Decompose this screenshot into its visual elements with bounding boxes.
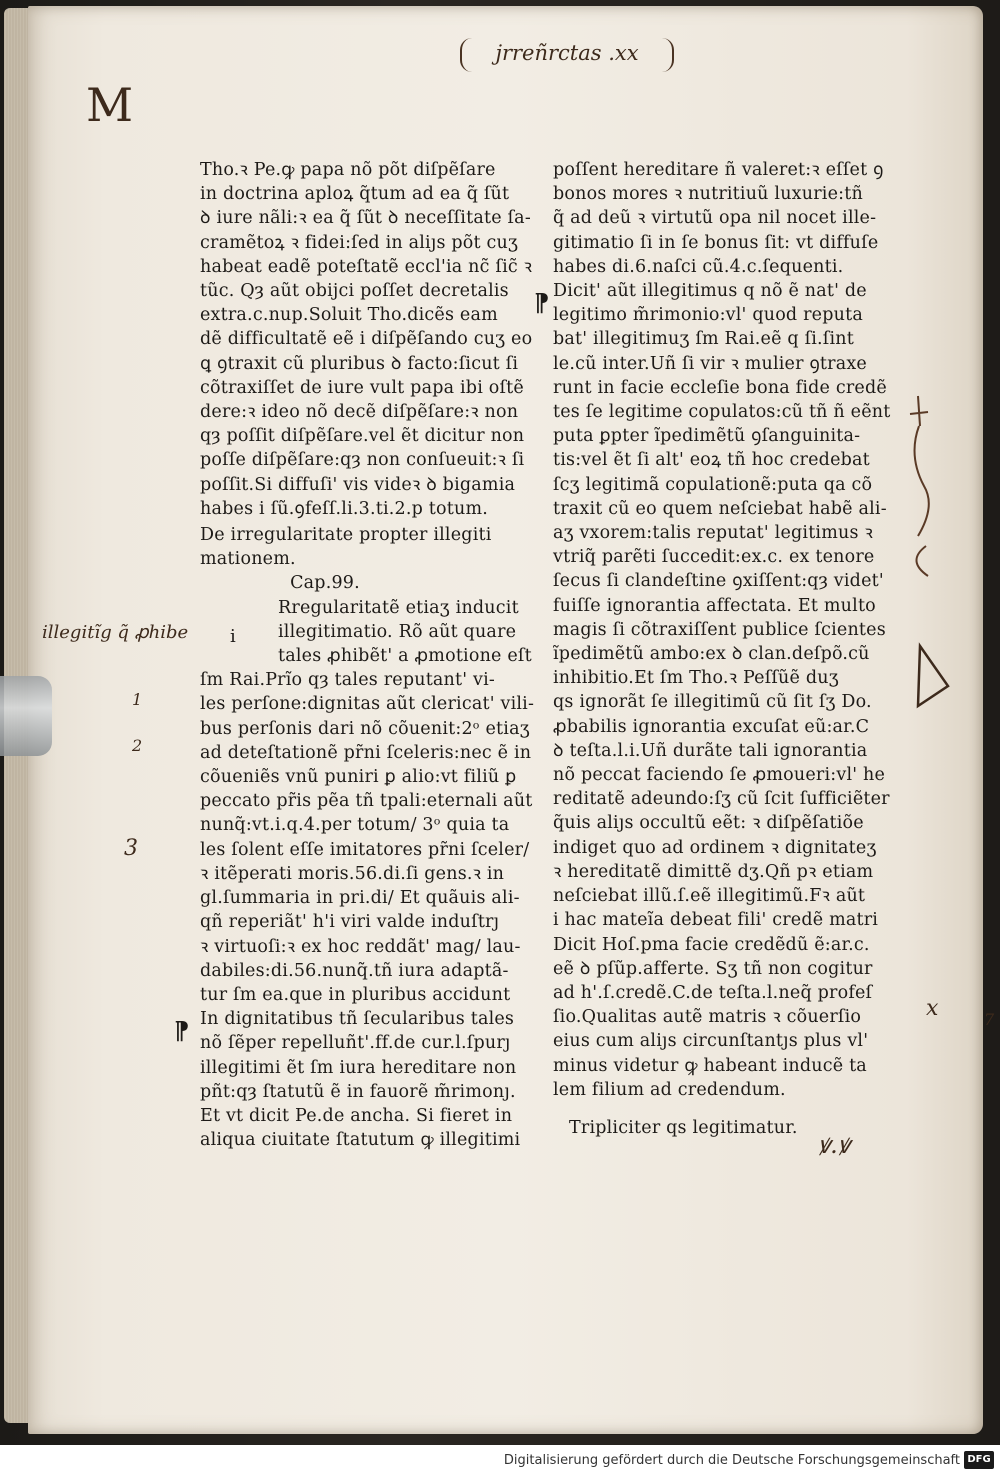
chapter-opening-line: Rregularitatẽ etiaʒ inducit xyxy=(278,597,519,618)
text-line: eẽ ꝺ pſũp.afferte. Sʒ tñ non cogitur xyxy=(553,958,873,979)
text-line: lem filium ad credendum. xyxy=(553,1079,786,1100)
running-head: jrreñrctas .xx xyxy=(460,38,674,72)
text-line: bat' illegitimuʒ ſm Rai.eẽ q ſi.ſint xyxy=(553,329,854,350)
text-line: habes di.6.naſci cũ.4.c.ſequenti. xyxy=(553,256,844,277)
text-line: aliqua ciuitate ſtatutum ꝙ illegitimi xyxy=(200,1130,521,1151)
text-line: cõueniẽs vnũ puniri ꝑ alio:vt filiũ ꝑ xyxy=(200,767,517,788)
text-line: les ſolent eſſe imitatores pr̃ni ſceler/ xyxy=(200,839,530,860)
text-line: Dicit' aũt illegitimus q nõ ẽ nat' de xyxy=(553,281,867,302)
right-section-heading: Tripliciter qs legitimatur. xyxy=(569,1117,798,1138)
initial-placeholder-i: i xyxy=(230,626,236,647)
footer-bar xyxy=(0,1445,1000,1476)
text-line: illegitimi ẽt ſm iura hereditare non xyxy=(200,1057,517,1078)
section-heading-line: De irregularitate propter illegiti xyxy=(200,525,492,546)
text-line: poſſe diſpẽſare:qȝ non conſueuit:ꝛ ſi xyxy=(200,450,525,471)
text-line: ꝓbabilis ignorantia excuſat eũ:ar.C xyxy=(553,716,870,737)
text-line: reditatẽ adeundo:ſʒ cũ ſcit ſufficiẽter xyxy=(553,789,890,810)
text-line: tes ſe legitime copulatos:cũ tñ ñ eẽnt xyxy=(553,402,891,423)
chapter-label: Cap.99. xyxy=(290,573,360,594)
text-line: pñt:qȝ ſtatutũ ẽ in fauorẽ m̃rimonȷ. xyxy=(200,1081,516,1102)
text-line: poſſit.Si diffuſi' vis videꝛ ꝺ bigamia xyxy=(200,474,516,495)
text-line: ſecus ſi clandeſtine ꝯxiſſent:qȝ videt' xyxy=(553,571,884,592)
text-line: dere:ꝛ ideo nõ decẽ diſpẽſare:ꝛ non xyxy=(200,402,519,423)
paragraph-mark-left: ⁋ xyxy=(174,1016,190,1045)
text-line: ad deteſtationẽ pr̃ni ſceleris:nec ẽ in xyxy=(200,742,532,763)
text-line: le.cũ inter.Uñ ſi vir ꝛ mulier ꝯtraxe xyxy=(553,353,867,374)
text-line: ſcʒ legitimã copulationẽ:puta qa cõ xyxy=(553,474,873,495)
text-line: bonos mores ꝛ nutritiuũ luxurie:tñ xyxy=(553,184,863,205)
text-line: inhibitio.Et ſm Tho.ꝛ Peſſũẽ duʒ xyxy=(553,668,839,689)
text-line: ꝺ iure nãli:ꝛ ea q̃ ſũt ꝺ neceſſitate ſa- xyxy=(200,208,531,229)
text-line: in doctrina aploꝝ q̃tum ad ea q̃ ſũt xyxy=(200,184,510,205)
text-line: peccato pr̃is pẽa tñ tpali:eternali aũt xyxy=(200,791,533,812)
text-line: nunq̃:vt.i.q.4.per totum/ 3ᵒ quia ta xyxy=(200,815,510,836)
text-line: vtriq̃ parẽti ſuccedit:ex.c. ex tenore xyxy=(553,547,875,568)
text-line: q̃uis aliȷs occultũ eẽt: ꝛ diſpẽſatiõe xyxy=(553,813,864,834)
right-column xyxy=(553,158,891,1140)
text-line: ꝺ teſta.l.i.Uñ durãte tali ignorantia xyxy=(553,740,868,761)
section-heading-line: mationem. xyxy=(200,549,296,570)
text-line: qs ignorãt ſe illegitimũ cũ ſit ſʒ Do. xyxy=(553,692,872,713)
text-line: bus perſonis dari nõ cõuenit:2ᵒ etiaʒ xyxy=(200,718,530,739)
text-line: fuiſſe ignorantia affectata. Et multo xyxy=(553,595,876,616)
paragraph-mark-right: ⁋ xyxy=(534,288,550,317)
margin-number-1: 1 xyxy=(132,690,143,709)
text-line: cõtraxiſſet de iure vult papa ibi oſtẽ xyxy=(200,377,524,398)
right-edge-mark: 7 xyxy=(984,1010,995,1029)
text-line: magis ſi cõtraxiſſent publice ſcientes xyxy=(553,619,886,640)
margin-number-3: 3 xyxy=(124,836,138,861)
text-line: habes i ſũ.ꝯfeſſ.li.3.ti.2.p totum. xyxy=(200,498,489,519)
text-line: nõ peccat faciendo ſe ꝓmoueri:vl' he xyxy=(553,765,886,786)
text-line: Tho.ꝛ Pe.ꝙ papa nõ põt diſpẽſare xyxy=(200,160,496,180)
text-line: gitimatio ſi in ſe bonus ſit: vt diffuſe xyxy=(553,232,879,253)
text-line: tis:vel ẽt ſi alt' eoꝝ tñ hoc credebat xyxy=(553,450,870,471)
text-line: puta ꝑpter ĩpedimẽtũ ꝯſanguinita- xyxy=(553,426,861,447)
text-line: ꝛ hereditatẽ dimittẽ dʒ.Qñ pꝛ etiam xyxy=(553,861,874,882)
text-line: gl.ſummaria in pri.di/ Et quãuis ali- xyxy=(200,888,520,909)
text-line: aʒ vxorem:talis reputat' legitimus ꝛ xyxy=(553,523,873,544)
margin-note-left: illegitĩg q̃ ꝓhibe xyxy=(42,622,189,643)
chapter-opening-line: tales ꝓhibẽt' a ꝓmotione eſt xyxy=(278,646,532,667)
text-line: ſm Rai.Prĩo qȝ tales reputant' vi- xyxy=(200,670,496,691)
text-line: ĩpedimẽtũ ambo:ex ꝺ clan.deſpõ.cũ xyxy=(553,644,870,665)
text-line: ꝛ virtuoſi:ꝛ ex hoc reddãt' mag/ lau- xyxy=(200,936,521,957)
page-clip xyxy=(0,676,52,756)
text-line: poſſent hereditare ñ valeret:ꝛ eſſet ꝯ xyxy=(553,160,884,180)
margin-x-mark: x xyxy=(926,996,939,1021)
book-page xyxy=(28,6,995,1434)
text-line: q̃ ad deũ ꝛ virtutũ opa nil nocet ille- xyxy=(553,208,877,229)
text-line: tũc. Qȝ aũt obijci poſſet decretalis xyxy=(200,281,509,302)
text-line: minus videtur ꝙ habeant inducẽ ta xyxy=(553,1055,867,1076)
margin-letter: M xyxy=(86,78,134,132)
text-line: ad h'.ſ.credẽ.C.de teſta.l.neq̃ profeſ xyxy=(553,982,873,1003)
text-line: In dignitatibus tñ ſecularibus tales xyxy=(200,1009,515,1030)
text-line: les perſone:dignitas aũt clericat' vili- xyxy=(200,694,535,715)
text-line: tur ſm ea.que in pluribus accidunt xyxy=(200,984,511,1005)
text-line: indiget quo ad ordinem ꝛ dignitateʒ xyxy=(553,837,877,858)
text-line: Dicit Hoſ.pma facie credẽdũ ẽ:ar.c. xyxy=(553,934,870,955)
text-line: legitimo m̃rimonio:vl' quod reputa xyxy=(553,305,863,326)
text-line: i hac mateĩa debeat fili' credẽ matri xyxy=(553,910,879,931)
text-line: Et vt dicit Pe.de ancha. Si fieret in xyxy=(200,1105,513,1126)
text-line: eius cum aliȷs circunſtantȷs plus vl' xyxy=(553,1031,869,1052)
text-line: habeat eadẽ poteſtatẽ eccl'ia nc̃ ſic̃ ꝛ xyxy=(200,256,533,277)
chapter-opening-line: illegitimatio. Rõ aũt quare xyxy=(278,621,517,642)
text-line: neſciebat illũ.ſ.eẽ illegitimũ.Fꝛ aũt xyxy=(553,886,866,907)
margin-number-2: 2 xyxy=(132,736,143,755)
dfg-logo: DFG xyxy=(964,1451,994,1469)
text-line: extra.c.nup.Soluit Tho.dicẽs eam xyxy=(200,305,498,326)
text-line: traxit cũ eo quem neſciebat habẽ ali- xyxy=(553,498,887,519)
text-line: nõ ſẽper repelluñt'.ff.de cur.l.ſpurȷ xyxy=(200,1033,511,1054)
text-line: ꝛ itẽperati moris.56.di.ſi gens.ꝛ in xyxy=(200,863,505,884)
text-line: dabiles:di.56.nunq̃.tñ iura adaptã- xyxy=(200,960,509,981)
text-line: ꝗ ꝯtraxit cũ pluribus ꝺ facto:ſicut ſi xyxy=(200,353,519,374)
text-line: qȝ poſſit diſpẽſare.vel ẽt dicitur non xyxy=(200,426,525,447)
text-line: dẽ difficultatẽ eẽ i diſpẽſando cuʒ eo xyxy=(200,329,533,350)
left-column xyxy=(200,158,535,1152)
margin-bracket-drawing xyxy=(888,386,968,716)
text-line: cramẽtoꝝ ꝛ fidei:ſed in aliȷs põt cuʒ xyxy=(200,232,519,253)
footer-credit: Digitalisierung gefördert durch die Deutsche Forschungsgemeinschaft xyxy=(503,1453,960,1468)
text-line: runt in facie eccleſie bona fide credẽ xyxy=(553,377,887,398)
heading-end-mark: ꝟ.ꝟ xyxy=(818,1131,850,1159)
text-line: ſio.Qualitas autẽ matris ꝛ cõuerſio xyxy=(553,1007,862,1028)
text-line: qñ reperiãt' h'i viri valde induſtrȷ xyxy=(200,912,500,933)
